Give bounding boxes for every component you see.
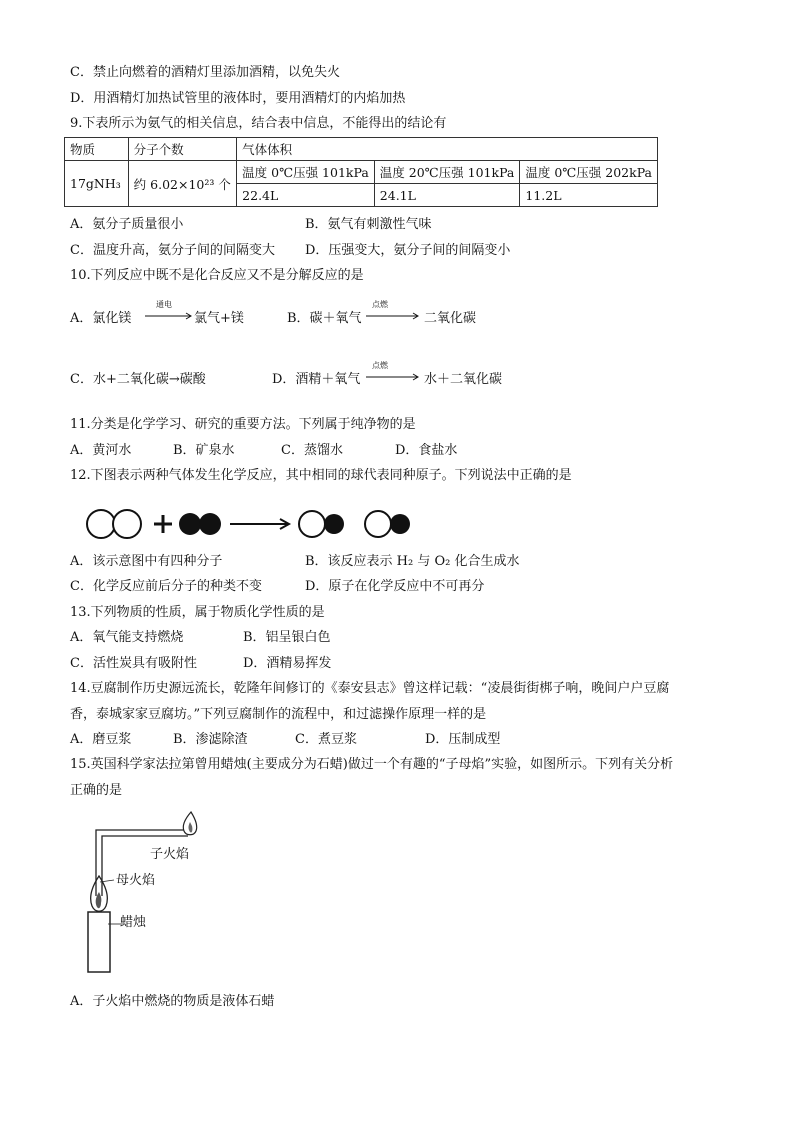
q13-option-d: D．酒精易挥发: [243, 656, 332, 671]
q10-option-c: C．水+二氧化碳→碳酸: [70, 372, 206, 387]
reaction-arrow-icon: [145, 312, 195, 320]
child-flame-label: 子火焰: [150, 847, 190, 862]
q10-option-d-reactant: D．酒精＋氧气: [272, 372, 361, 387]
q12-option-b: B．该反应表示 H₂ 与 O₂ 化合生成水: [305, 554, 520, 569]
q10-option-a-product: 氯气+镁: [194, 311, 244, 326]
molecule-reaction-diagram: [84, 504, 424, 544]
q9-option-d: D．压强变大，氨分子间的间隔变小: [305, 243, 511, 258]
q14-stem-line-2: 香，泰城家家豆腐坊。”下列豆腐制作的流程中，和过滤操作原理一样的是: [70, 707, 487, 722]
table-cell-volume-2: 24.1L: [374, 184, 520, 207]
table-cell-volume-3: 11.2L: [520, 184, 658, 207]
table-row: [65, 138, 658, 161]
table-header-volume: 气体体积: [237, 138, 658, 161]
q10-option-b-reactant: B．碳＋氧气: [287, 311, 362, 326]
q10-option-b-condition: 点燃: [372, 300, 388, 309]
table-cell-condition-2: 温度 20℃压强 101kPa: [374, 161, 520, 184]
q12-option-a: A．该示意图中有四种分子: [70, 554, 223, 569]
q11-option-d: D．食盐水: [395, 443, 458, 458]
q13-stem: 13.下列物质的性质，属于物质化学性质的是: [70, 605, 325, 620]
q14-option-a: A．磨豆浆: [70, 732, 132, 747]
table-header-substance: 物质: [65, 138, 129, 161]
q9-stem: 9.下表所示为氨气的相关信息，结合表中信息，不能得出的结论有: [70, 116, 447, 131]
black-atom-icon: [199, 513, 221, 535]
q8-option-d: D．用酒精灯加热试管里的液体时，要用酒精灯的内焰加热: [70, 91, 406, 106]
table-cell-volume-1: 22.4L: [237, 184, 375, 207]
black-atom-icon: [390, 514, 410, 534]
q14-option-c: C．煮豆浆: [295, 732, 357, 747]
white-atom-icon: [87, 510, 115, 538]
q13-option-b: B．铝呈银白色: [243, 630, 331, 645]
q8-option-c: C．禁止向燃着的酒精灯里添加酒精，以免失火: [70, 65, 340, 80]
q14-stem-line-1: 14.豆腐制作历史源远流长，乾隆年间修订的《泰安县志》曾这样记载：“凌晨街街梆子响，晚间户户豆腐: [70, 681, 670, 696]
table-cell-condition-1: 温度 0℃压强 101kPa: [237, 161, 375, 184]
q13-option-c: C．活性炭具有吸附性: [70, 656, 197, 671]
q10-stem: 10.下列反应中既不是化合反应又不是分解反应的是: [70, 268, 364, 283]
white-atom-icon: [299, 511, 325, 537]
child-mother-flame-figure: [78, 812, 238, 977]
q11-option-b: B．矿泉水: [173, 443, 235, 458]
q11-option-a: A．黄河水: [70, 443, 132, 458]
q15-stem-line-1: 15.英国科学家法拉第曾用蜡烛(主要成分为石蜡)做过一个有趣的“子母焰”实验，如图所示。下列有关分析: [70, 757, 674, 772]
q14-option-d: D．压制成型: [425, 732, 501, 747]
table-cell-substance: 17gNH₃: [65, 161, 129, 207]
q9-table: [64, 137, 658, 207]
q9-option-b: B．氨气有刺激性气味: [305, 217, 432, 232]
q9-option-a: A．氨分子质量很小: [70, 217, 184, 232]
mother-flame-label: 母火焰: [116, 873, 156, 888]
q13-option-a: A．氧气能支持燃烧: [70, 630, 184, 645]
candle-label: 蜡烛: [120, 915, 147, 930]
q12-stem: 12.下图表示两种气体发生化学反应，其中相同的球代表同种原子。下列说法中正确的是: [70, 468, 572, 483]
table-cell-condition-3: 温度 0℃压强 202kPa: [520, 161, 658, 184]
q10-option-d-condition: 点燃: [372, 361, 388, 370]
q10-option-b-product: 二氧化碳: [424, 311, 477, 326]
q10-option-a-condition: 通电: [156, 300, 172, 309]
white-atom-icon: [365, 511, 391, 537]
q15-stem-line-2: 正确的是: [70, 783, 123, 798]
table-row: [65, 161, 658, 184]
q15-option-a: A．子火焰中燃烧的物质是液体石蜡: [70, 994, 275, 1009]
reaction-arrow-icon: [366, 373, 422, 381]
q14-option-b: B．渗滤除渣: [173, 732, 248, 747]
q9-option-c: C．温度升高，氨分子间的间隔变大: [70, 243, 275, 258]
q12-option-d: D．原子在化学反应中不可再分: [305, 579, 485, 594]
reaction-arrow-icon: [366, 312, 422, 320]
q10-option-d-product: 水＋二氧化碳: [424, 372, 503, 387]
white-atom-icon: [113, 510, 141, 538]
q11-option-c: C．蒸馏水: [281, 443, 343, 458]
table-cell-molecules: 约 6.02×10²³ 个: [128, 161, 237, 207]
candle-icon: [88, 912, 110, 972]
q12-option-c: C．化学反应前后分子的种类不变: [70, 579, 262, 594]
black-atom-icon: [324, 514, 344, 534]
q11-stem: 11.分类是化学学习、研究的重要方法。下列属于纯净物的是: [70, 417, 416, 432]
table-header-molecules: 分子个数: [128, 138, 237, 161]
q10-option-a-reactant: A．氯化镁: [70, 311, 132, 326]
black-atom-icon: [179, 513, 201, 535]
